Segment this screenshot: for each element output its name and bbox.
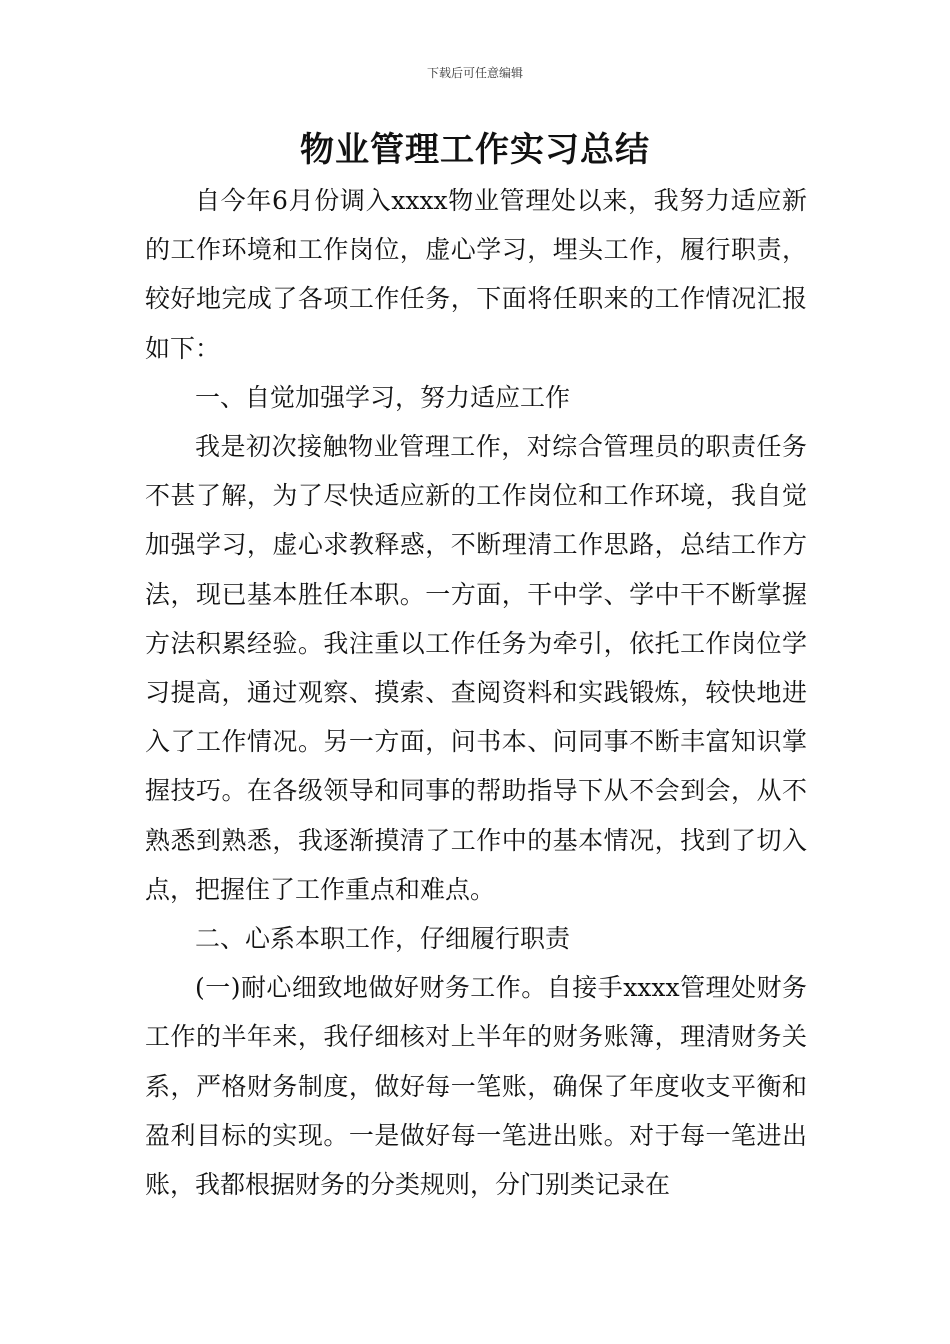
document-body xyxy=(145,176,807,1209)
paragraph-section-1: 我是初次接触物业管理工作，对综合管理员的职责任务不甚了解，为了尽快适应新的工作岗位和工作环境，我自觉加强学习，虚心求教释惑，不断理清工作思路，总结工作方法，现已基本胜任本职。一方面，干中学、学中干不断掌握方法积累经验。我注重以工作任务为牵引，依托工作岗位学习提高，通过观察、摸索、查阅资料和实践锻炼，较快地进入了工作情况。另一方面，问书本、问同事不断丰富知识掌握技巧。在各级领导和同事的帮助指导下从不会到会，从不熟悉到熟悉，我逐渐摸清了工作中的基本情况，找到了切入点，把握住了工作重点和难点。 xyxy=(145,432,807,904)
paragraph-section-2: (一)耐心细致地做好财务工作。自接手xxxx管理处财务工作的半年来，我仔细核对上半年的财务账簿，理清财务关系，严格财务制度，做好每一笔账，确保了年度收支平衡和盈利目标的实现。一是做好每一笔进出账。对于每一笔进出账，我都根据财务的分类规则，分门别类记录在 xyxy=(145,973,807,1200)
document-title: 物业管理工作实习总结 xyxy=(300,130,650,170)
header-note: 下载后可任意编辑 xyxy=(426,66,523,80)
section-heading-2: 二、心系本职工作，仔细履行职责 xyxy=(195,924,571,954)
paragraph-intro: 自今年6月份调入xxxx物业管理处以来，我努力适应新的工作环境和工作岗位，虚心学习，埋头工作，履行职责，较好地完成了各项工作任务，下面将任职来的工作情况汇报如下： xyxy=(145,186,807,363)
section-heading-1: 一、自觉加强学习，努力适应工作 xyxy=(195,382,571,412)
